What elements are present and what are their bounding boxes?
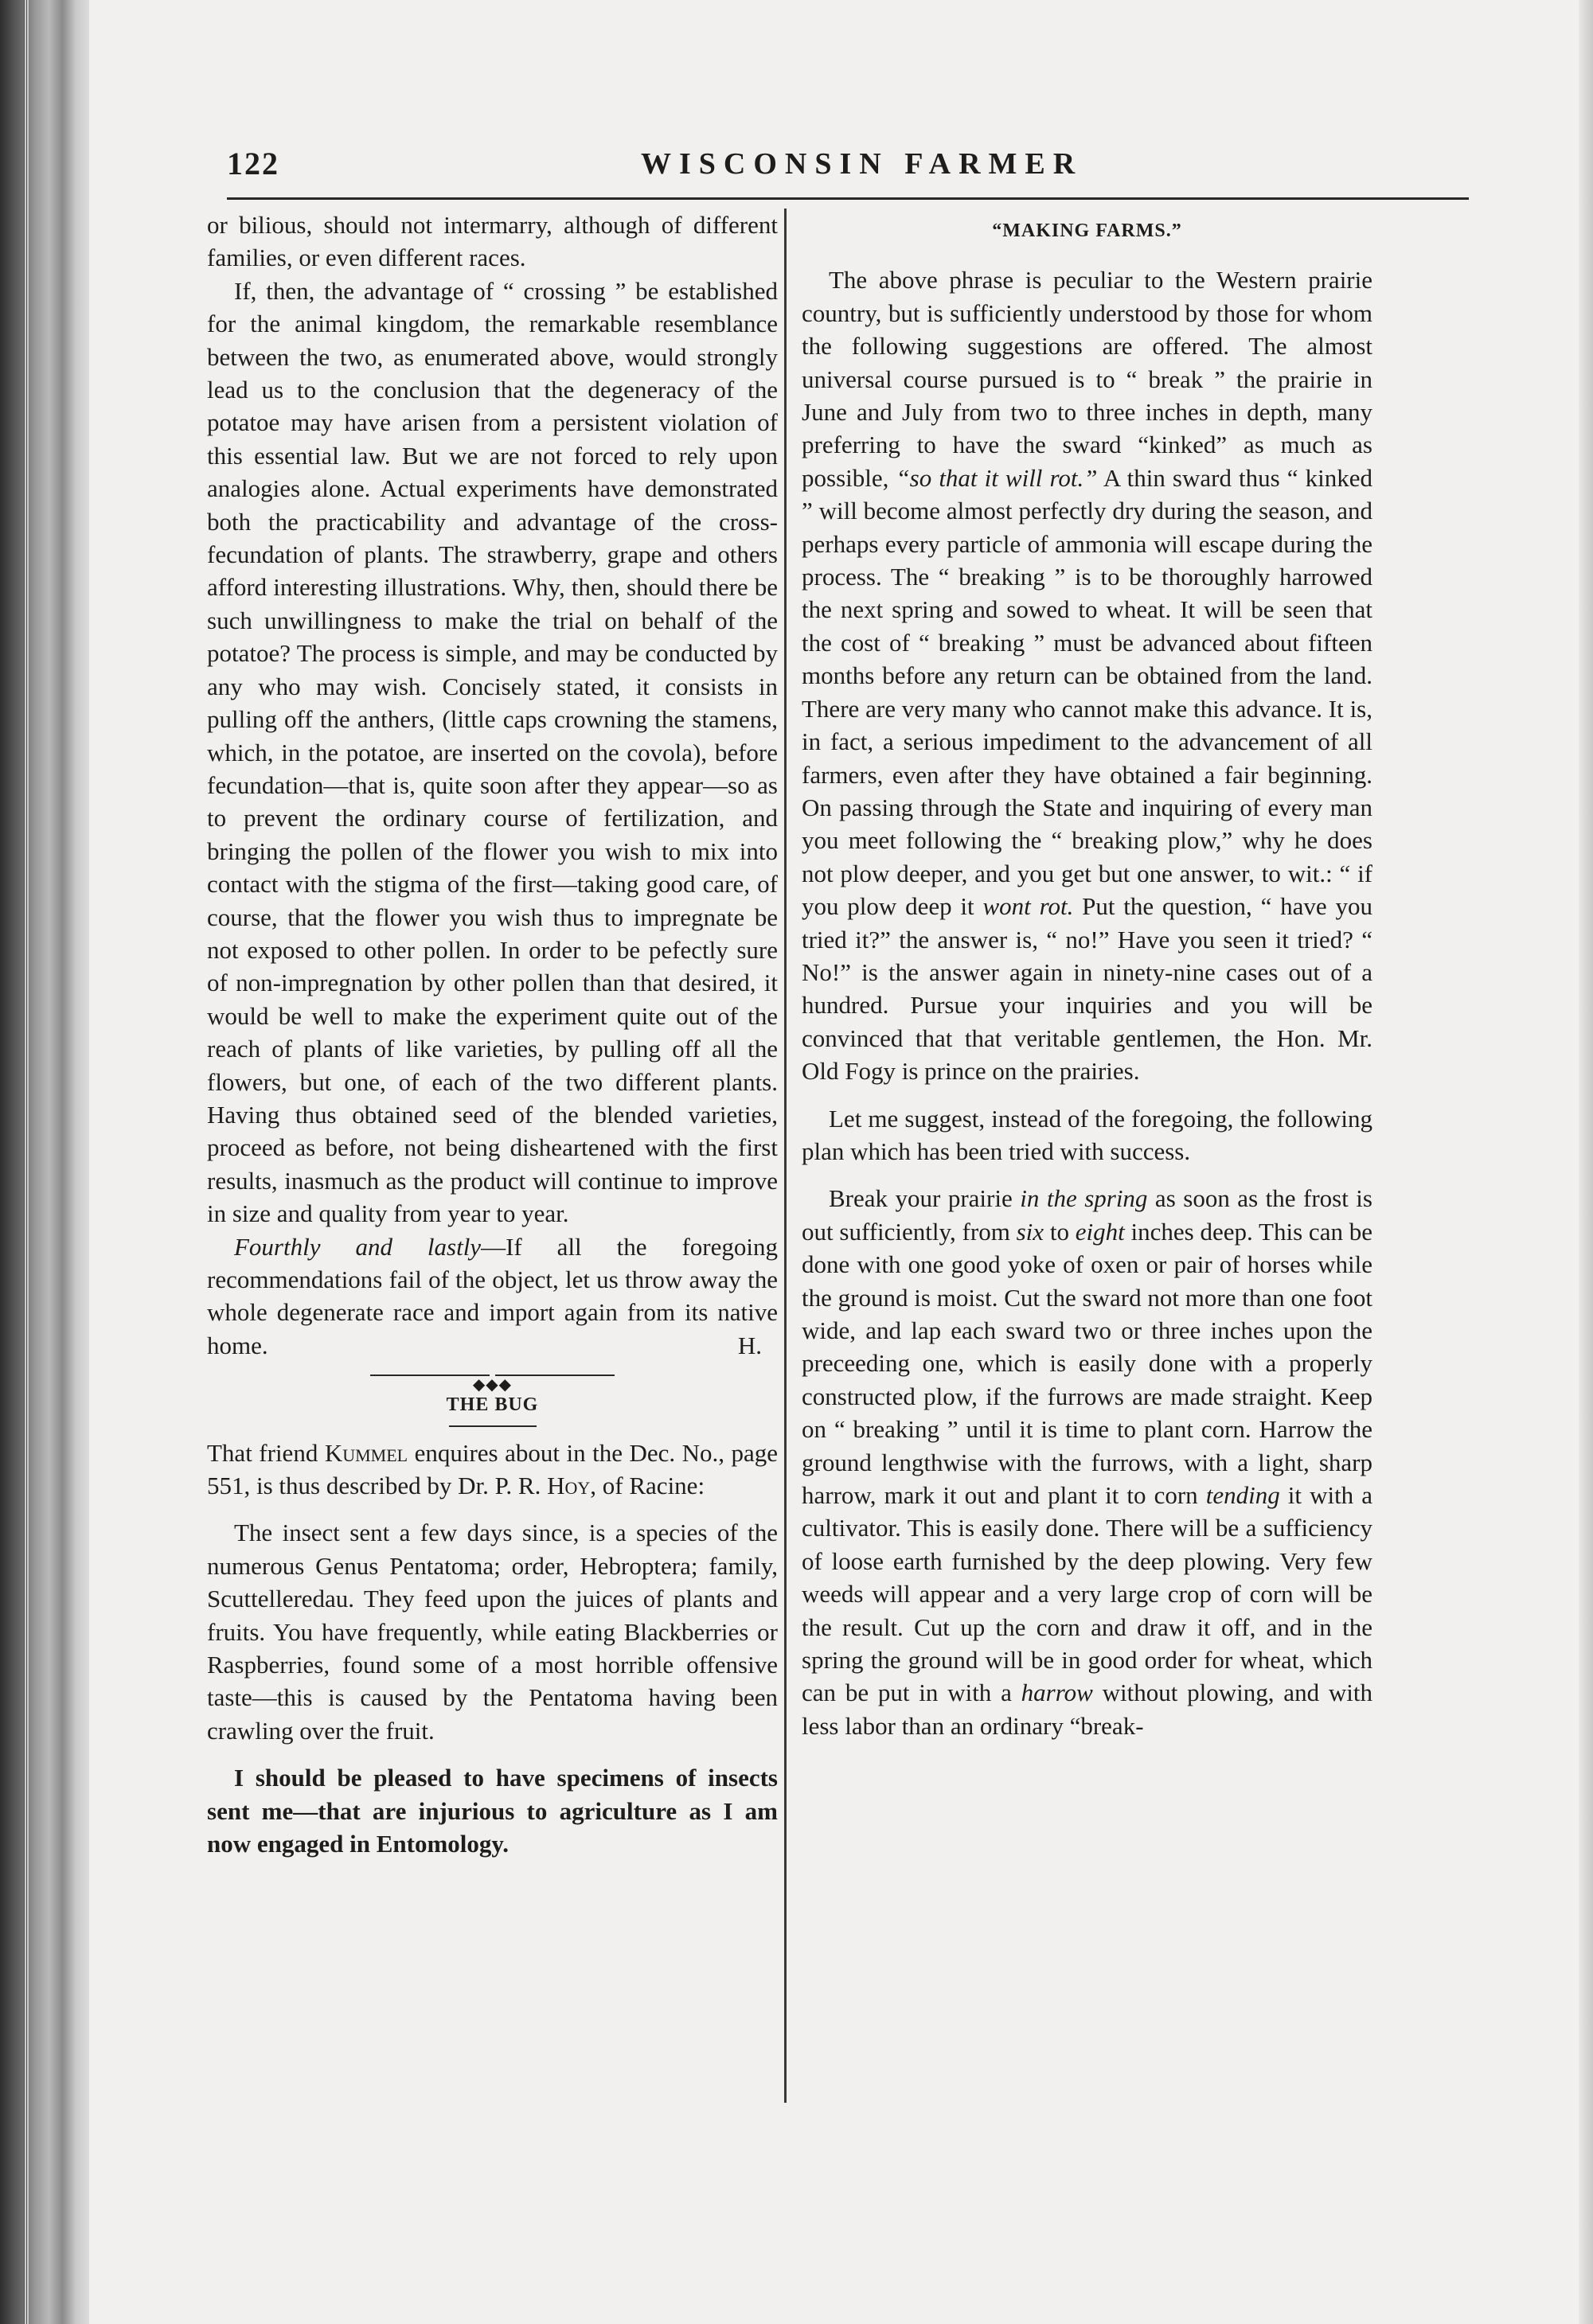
p3-text-f: without plowing, and with less labor than an ordinary “break- [802,1679,1372,1740]
fourthly-paragraph [207,1230,778,1363]
ornament-diamonds: ◆◆◆ [472,1376,513,1394]
p1-text-c: Put the question, “ have you tried it?” the answer is, “ no!” Have you seen it tried? “ No!” is the answer again in ninety-nine cases out of a hundred. Pursue your inquiries and you will be convinced that that veritable gentlemen, the Hon. Mr. Old Fogy is prince on the prairies. [802,892,1372,1086]
bug-closing: I should be pleased to have specimens of insects sent me—that are injurious to agriculture as I am now engaged in Entomology. [207,1764,778,1858]
p1-italic-1: “so that it will rot.” [896,463,1098,492]
p3-text-d: inches deep. This can be done with one good yoke of oxen or pair of horses while the ground is moist. Cut the sward not more than one foot wide, and lap each sward two or three inches upon the preceeding one, which is easily done with a properly constructed plow, if the furrows are made straight. Keep on “ breaking ” until it is time to plant corn. Harrow the ground lengthwise with the furrows, with a light, sharp harrow, mark it out and plant it to corn [802,1217,1372,1510]
bug-title: THE BUG [446,1394,539,1416]
making-farms-paragraph-3 [802,1182,1372,1742]
crossing-paragraph: If, then, the advantage of “ crossing ” be established for the animal kingdom, the remarkable resemblance between the two, as enumerated above, would strongly lead us to the conclusion that the degeneracy of the potatoe may have arisen from a persistent violation of this essential law. But we are not forced to rely upon analogies alone. Actual experiments have demonstrated both the practicability and advantage of the cross-fecundation of plants. The strawberry, grape and others afford interesting illustrations. Why, then, should there be such unwillingness to make the trial on behalf of the potatoe? The process is simple, and may be conducted by any who may wish. Concisely stated, it consists in pulling off the anthers, (little caps crowning the stamens, which, in the potatoe, are inserted on the covola), before fecundation—that is, quite soon after they appear—so as to prevent the ordinary course of fertilization, and bringing the pollen of the flower you wish to mix into contact with the stigma of the first—taking good care, of course, that the flower you wish thus to impregnate be not exposed to other pollen. In order to be pefectly sure of non-impregnation by other pollen than that desired, it would be well to make the experiment quite out of the reach of plants of like varieties, by pulling off all the flowers, but one, of each of the two different plants. Having thus obtained seed of the blended varieties, proceed as before, not being disheartened with the first results, inasmuch as the product will continue to improve in size and quality from year to year. [207,276,778,1228]
signature: H. [737,1331,762,1359]
p3-italic-2: six [1016,1217,1044,1246]
p3-italic-3: eight [1075,1217,1125,1246]
p3-text-c: to [1044,1217,1076,1246]
p1-text-a: The above phrase is peculiar to the Western prairie country, but is sufficiently understood by those for whom the following suggestions are offered. The almost universal course pursued is to “ break ” the prairie in June and July from two to three inches in depth, many preferring to have the sward “kinked” as much as possible, [802,266,1372,492]
continued-paragraph: or bilious, should not intermarry, although of different families, or even different races. [207,211,778,272]
making-farms-title: “MAKING FARMS.” [992,220,1182,241]
left-column [207,209,778,1861]
p3-italic-1: in the spring [1020,1184,1148,1213]
bug-title-rule [449,1425,537,1427]
page-edge [1579,0,1593,2324]
making-farms-paragraph-1 [802,263,1372,1087]
p3-italic-5: harrow [1021,1679,1093,1707]
bug-intro-a: That friend [207,1438,325,1467]
ornament-line-right [495,1375,615,1376]
bug-intro-c: , of Racine: [590,1472,705,1500]
bug-intro-b: enquires about in the Dec. No., page 551, is thus described by Dr. P. R. [207,1438,779,1500]
page-number: 122 [227,146,279,181]
p3-text-b: as soon as the frost is out sufficiently, from [802,1184,1372,1246]
bug-quote: The insect sent a few days since, is a species of the numerous Genus Pentatoma; order, Hebroptera; family, Scuttelleredau. They feed upon the juices of plants and fruits. You have frequently, while eating Blackberries or Raspberries, found some of a most horrible offensive taste—this is caused by the Pentatoma having been crawling over the fruit. [207,1519,778,1745]
p3-text-e: it with a cultivator. This is easily done. There will be a sufficiency of loose earth furnished by the deep plowing. Very few weeds will appear and a very large crop of corn will be the result. Cut up the corn and draw it off, and in the spring the ground will be in good order for wheat, which can be put in with a [802,1481,1372,1707]
bug-intro-name: Kummel [324,1438,408,1467]
p1-text-b: A thin sward thus “ kinked ” will become almost perfectly dry during the season, and perhaps every particle of ammonia will escape during the process. The “ breaking ” is to be thoroughly harrowed the next spring and sowed to wheat. It will be seen that the cost of “ breaking ” must be advanced about fifteen months before any return can be obtained from the land. There are very many who cannot make this advance. It is, in fact, a serious impediment to the advancement of all farmers, even after they have obtained a fair beginning. On passing through the State and inquiring of every man you meet following the “ breaking plow,” why he does not plow deeper, and you get but one answer, to wit.: “ if you plow deep it [802,463,1372,921]
column-divider [784,209,787,2103]
section-ornament [207,1365,778,1394]
ornament-line-left [370,1375,490,1376]
p3-text-a: Break your prairie [829,1184,1021,1213]
fourthly-text: —If all the foregoing recommendations fail of the object, let us throw away the whole degenerate race and import again from its native home. [207,1232,778,1359]
bug-intro [207,1437,778,1503]
making-farms-paragraph-2: Let me suggest, instead of the foregoing, the following plan which has been tried with success. [802,1104,1372,1165]
book-binding [0,0,89,2324]
right-column [802,209,1372,1742]
p3-italic-4: tending [1205,1481,1280,1510]
running-head [227,145,1469,193]
fourthly-lead: Fourthly and lastly [234,1232,482,1261]
journal-title: WISCONSIN FARMER [641,147,1083,181]
header-rule [227,197,1469,200]
p1-italic-2: wont rot. [982,892,1074,921]
bug-intro-name2: Hoy [547,1472,591,1500]
